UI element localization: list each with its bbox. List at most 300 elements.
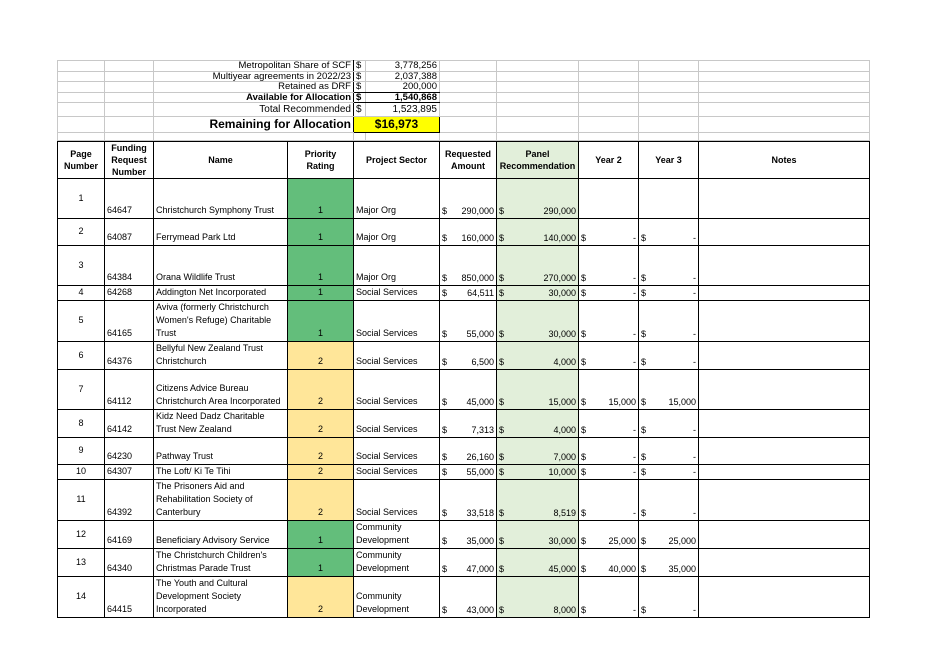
notes-cell [699,370,870,410]
currency-symbol: $ [499,536,505,546]
spacer-cell [366,133,440,141]
funding-request-cell: 64340 [105,549,154,577]
spacer-cell [579,103,639,117]
page-number-cell: 9 [58,438,105,465]
year3-cell [639,342,699,370]
sector-cell: Major Org [354,219,440,246]
spacer-cell [579,92,639,103]
currency-symbol: $ [581,508,587,518]
page-number-cell: 14 [58,577,105,618]
name-cell: Bellyful New Zealand Trust Christchurch [154,342,288,370]
amount-value: 30,000 [548,329,576,339]
page-number-cell: 10 [58,465,105,480]
spacer-cell [497,117,579,133]
amount-value: - [633,425,636,435]
year3-cell [639,179,699,219]
panel-cell [497,301,579,342]
sector-cell: Major Org [354,179,440,219]
sector-cell: Social Services [354,465,440,480]
summary-label: Available for Allocation [154,92,354,103]
sector-cell: Social Services [354,480,440,521]
priority-cell: 1 [288,301,354,342]
sector-cell: Social Services [354,342,440,370]
spacer-cell [105,61,154,72]
table-row [58,521,870,549]
year3-cell [639,480,699,521]
amount-value: - [693,233,696,243]
amount-value: 25,000 [608,536,636,546]
spacer-cell [579,117,639,133]
panel-cell [497,219,579,246]
spacer-cell [354,133,366,141]
spacer-cell [639,71,699,82]
summary-currency: $ [354,82,366,93]
panel-cell [497,246,579,286]
year3-cell [639,549,699,577]
priority-cell: 1 [288,179,354,219]
currency-symbol: $ [499,233,505,243]
year2-cell [579,301,639,342]
notes-cell [699,301,870,342]
spacer-cell [699,133,870,141]
panel-cell [497,342,579,370]
amount-value: - [633,329,636,339]
panel-cell [497,410,579,438]
spacer-cell [699,71,870,82]
remaining-row [58,117,870,133]
amount-value: 15,000 [548,397,576,407]
col-year3: Year 3 [639,142,699,179]
currency-symbol: $ [499,206,505,216]
spacer-cell [440,71,497,82]
summary-row [58,71,870,82]
spacer-cell [497,71,579,82]
year2-cell [579,370,639,410]
currency-symbol: $ [581,467,587,477]
amount-value: - [693,357,696,367]
currency-symbol: $ [442,425,448,435]
amount-value: 55,000 [466,329,494,339]
currency-symbol: $ [641,605,647,615]
col-notes: Notes [699,142,870,179]
sector-cell: Social Services [354,410,440,438]
amount-value: 6,500 [471,357,494,367]
page-number-cell: 2 [58,219,105,246]
spreadsheet [57,60,869,618]
page-number-cell: 12 [58,521,105,549]
amount-value: - [633,605,636,615]
col-funding-request: Funding Request Number [105,142,154,179]
spacer-cell [58,117,105,133]
amount-value: - [693,329,696,339]
amount-value: - [633,357,636,367]
amount-value: - [633,288,636,298]
currency-symbol: $ [641,425,647,435]
spacer-cell [105,117,154,133]
panel-cell [497,438,579,465]
amount-value: 25,000 [668,536,696,546]
funding-request-cell: 64307 [105,465,154,480]
sector-cell: Community Development [354,549,440,577]
panel-cell [497,370,579,410]
sector-cell: Social Services [354,370,440,410]
table-row [58,549,870,577]
funding-request-cell: 64647 [105,179,154,219]
page-number-cell: 11 [58,480,105,521]
requested-cell [440,286,497,301]
table-row [58,577,870,618]
spacer-cell [639,133,699,141]
amount-value: 290,000 [543,206,576,216]
currency-symbol: $ [499,273,505,283]
currency-symbol: $ [581,452,587,462]
currency-symbol: $ [581,233,587,243]
name-cell: Addington Net Incorporated [154,286,288,301]
table-row [58,370,870,410]
requested-cell [440,370,497,410]
col-requested: Requested Amount [440,142,497,179]
panel-cell [497,286,579,301]
amount-value: - [693,467,696,477]
name-cell: Aviva (formerly Christchurch Women's Refuge) Charitable Trust [154,301,288,342]
page-number-cell: 6 [58,342,105,370]
funding-request-cell: 64384 [105,246,154,286]
currency-symbol: $ [581,536,587,546]
summary-amount: 2,037,388 [366,71,440,82]
spacer-cell [58,92,105,103]
spacer-cell [639,103,699,117]
amount-value: 43,000 [466,605,494,615]
notes-cell [699,286,870,301]
requested-cell [440,438,497,465]
page-number-cell: 7 [58,370,105,410]
spacer-cell [639,82,699,93]
requested-cell [440,465,497,480]
notes-cell [699,246,870,286]
table-row [58,286,870,301]
amount-value: - [633,508,636,518]
requested-cell [440,179,497,219]
name-cell: Ferrymead Park Ltd [154,219,288,246]
page-number-cell: 1 [58,179,105,219]
year2-cell [579,438,639,465]
funding-request-cell: 64230 [105,438,154,465]
amount-value: 290,000 [461,206,494,216]
amount-value: 26,160 [466,452,494,462]
funding-request-cell: 64415 [105,577,154,618]
amount-value: 140,000 [543,233,576,243]
sector-cell: Major Org [354,246,440,286]
amount-value: 7,313 [471,425,494,435]
amount-value: 35,000 [466,536,494,546]
currency-symbol: $ [499,329,505,339]
summary-row [58,61,870,72]
spacer-cell [105,92,154,103]
currency-symbol: $ [581,288,587,298]
spacer-cell [440,61,497,72]
currency-symbol: $ [442,273,448,283]
name-cell: The Christchurch Children's Christmas Parade Trust [154,549,288,577]
year2-cell [579,521,639,549]
year2-cell [579,549,639,577]
allocation-summary [57,60,870,141]
spacer-cell [497,82,579,93]
amount-value: - [693,288,696,298]
spacer-cell [639,61,699,72]
priority-cell: 1 [288,286,354,301]
gap-row [58,133,870,141]
currency-symbol: $ [581,397,587,407]
currency-symbol: $ [581,564,587,574]
spacer-cell [440,103,497,117]
amount-value: 30,000 [548,288,576,298]
currency-symbol: $ [641,467,647,477]
currency-symbol: $ [442,288,448,298]
currency-symbol: $ [499,605,505,615]
summary-amount: 1,540,868 [366,92,440,103]
summary-label: Retained as DRF [154,82,354,93]
amount-value: 15,000 [668,397,696,407]
table-row [58,465,870,480]
year2-cell [579,246,639,286]
amount-value: - [633,467,636,477]
summary-currency: $ [354,71,366,82]
priority-cell: 1 [288,246,354,286]
amount-value: - [633,452,636,462]
currency-symbol: $ [442,605,448,615]
currency-symbol: $ [499,452,505,462]
spacer-cell [579,82,639,93]
funding-request-cell: 64169 [105,521,154,549]
spacer-cell [699,92,870,103]
spacer-cell [105,82,154,93]
notes-cell [699,549,870,577]
year2-cell [579,410,639,438]
name-cell: Christchurch Symphony Trust [154,179,288,219]
priority-cell: 2 [288,342,354,370]
spacer-cell [497,61,579,72]
page-number-cell: 4 [58,286,105,301]
currency-symbol: $ [499,425,505,435]
panel-cell [497,577,579,618]
amount-value: 160,000 [461,233,494,243]
requested-cell [440,219,497,246]
amount-value: - [693,452,696,462]
panel-cell [497,480,579,521]
year2-cell [579,342,639,370]
requested-cell [440,246,497,286]
currency-symbol: $ [641,452,647,462]
col-year2: Year 2 [579,142,639,179]
currency-symbol: $ [499,357,505,367]
amount-value: 40,000 [608,564,636,574]
priority-cell: 2 [288,480,354,521]
notes-cell [699,577,870,618]
spacer-cell [105,71,154,82]
table-row [58,301,870,342]
year3-cell [639,219,699,246]
currency-symbol: $ [641,273,647,283]
funding-request-cell: 64087 [105,219,154,246]
table-row [58,438,870,465]
currency-symbol: $ [442,357,448,367]
currency-symbol: $ [442,508,448,518]
funding-request-cell: 64112 [105,370,154,410]
spacer-cell [699,61,870,72]
year3-cell [639,577,699,618]
name-cell: The Prisoners Aid and Rehabilitation Society of Canterbury [154,480,288,521]
table-row [58,480,870,521]
summary-amount: 200,000 [366,82,440,93]
amount-value: 7,000 [553,452,576,462]
name-cell: Citizens Advice Bureau Christchurch Area Incorporated [154,370,288,410]
amount-value: 270,000 [543,273,576,283]
currency-symbol: $ [581,273,587,283]
year2-cell [579,480,639,521]
col-sector: Project Sector [354,142,440,179]
notes-cell [699,219,870,246]
requested-cell [440,577,497,618]
spacer-cell [58,133,105,141]
table-row [58,219,870,246]
sector-cell: Community Development [354,577,440,618]
amount-value: 10,000 [548,467,576,477]
currency-symbol: $ [442,467,448,477]
notes-cell [699,179,870,219]
spacer-cell [699,117,870,133]
spacer-cell [579,71,639,82]
col-page-number: Page Number [58,142,105,179]
header-row [58,142,870,179]
summary-amount: 1,523,895 [366,103,440,117]
summary-currency: $ [354,92,366,103]
remaining-amount: $16,973 [354,117,440,133]
year3-cell [639,301,699,342]
spacer-cell [58,61,105,72]
spacer-cell [154,133,354,141]
currency-symbol: $ [641,329,647,339]
name-cell: The Loft/ Ki Te Tihi [154,465,288,480]
summary-currency: $ [354,61,366,72]
remaining-label: Remaining for Allocation [154,117,354,133]
notes-cell [699,521,870,549]
priority-cell: 1 [288,219,354,246]
amount-value: - [693,508,696,518]
funding-request-cell: 64165 [105,301,154,342]
amount-value: - [693,273,696,283]
year2-cell [579,465,639,480]
spacer-cell [58,103,105,117]
priority-cell: 1 [288,549,354,577]
name-cell: Orana Wildlife Trust [154,246,288,286]
priority-cell: 2 [288,577,354,618]
name-cell: Beneficiary Advisory Service [154,521,288,549]
notes-cell [699,410,870,438]
col-panel: Panel Recommendation [497,142,579,179]
requested-cell [440,342,497,370]
currency-symbol: $ [442,329,448,339]
col-priority: Priority Rating [288,142,354,179]
currency-symbol: $ [581,425,587,435]
currency-symbol: $ [641,357,647,367]
page-number-cell: 13 [58,549,105,577]
currency-symbol: $ [641,536,647,546]
priority-cell: 2 [288,410,354,438]
currency-symbol: $ [581,329,587,339]
table-row [58,342,870,370]
summary-row [58,92,870,103]
spacer-cell [105,103,154,117]
spacer-cell [497,92,579,103]
currency-symbol: $ [641,397,647,407]
table-row [58,410,870,438]
panel-cell [497,521,579,549]
spacer-cell [699,82,870,93]
summary-label: Metropolitan Share of SCF [154,61,354,72]
spacer-cell [440,92,497,103]
panel-cell [497,465,579,480]
spacer-cell [105,133,154,141]
year3-cell [639,410,699,438]
currency-symbol: $ [499,508,505,518]
amount-value: 4,000 [553,425,576,435]
panel-cell [497,179,579,219]
requested-cell [440,521,497,549]
page-number-cell: 3 [58,246,105,286]
spacer-cell [699,103,870,117]
amount-value: 35,000 [668,564,696,574]
year3-cell [639,246,699,286]
year2-cell [579,179,639,219]
name-cell: Pathway Trust [154,438,288,465]
amount-value: 850,000 [461,273,494,283]
requested-cell [440,410,497,438]
notes-cell [699,438,870,465]
sector-cell: Social Services [354,301,440,342]
name-cell: The Youth and Cultural Development Society Incorporated [154,577,288,618]
requested-cell [440,301,497,342]
spacer-cell [639,92,699,103]
spacer-cell [440,82,497,93]
year3-cell [639,465,699,480]
year2-cell [579,219,639,246]
currency-symbol: $ [442,397,448,407]
currency-symbol: $ [499,288,505,298]
spacer-cell [440,117,497,133]
year3-cell [639,521,699,549]
spacer-cell [497,133,579,141]
amount-value: 8,519 [553,508,576,518]
sector-cell: Community Development [354,521,440,549]
currency-symbol: $ [499,564,505,574]
currency-symbol: $ [442,452,448,462]
notes-cell [699,465,870,480]
summary-row [58,103,870,117]
currency-symbol: $ [442,564,448,574]
amount-value: 55,000 [466,467,494,477]
currency-symbol: $ [641,508,647,518]
currency-symbol: $ [442,233,448,243]
amount-value: 47,000 [466,564,494,574]
amount-value: - [633,273,636,283]
summary-label: Total Recommended [154,103,354,117]
funding-request-cell: 64392 [105,480,154,521]
amount-value: - [633,233,636,243]
year2-cell [579,577,639,618]
currency-symbol: $ [581,605,587,615]
spacer-cell [440,133,497,141]
notes-cell [699,342,870,370]
